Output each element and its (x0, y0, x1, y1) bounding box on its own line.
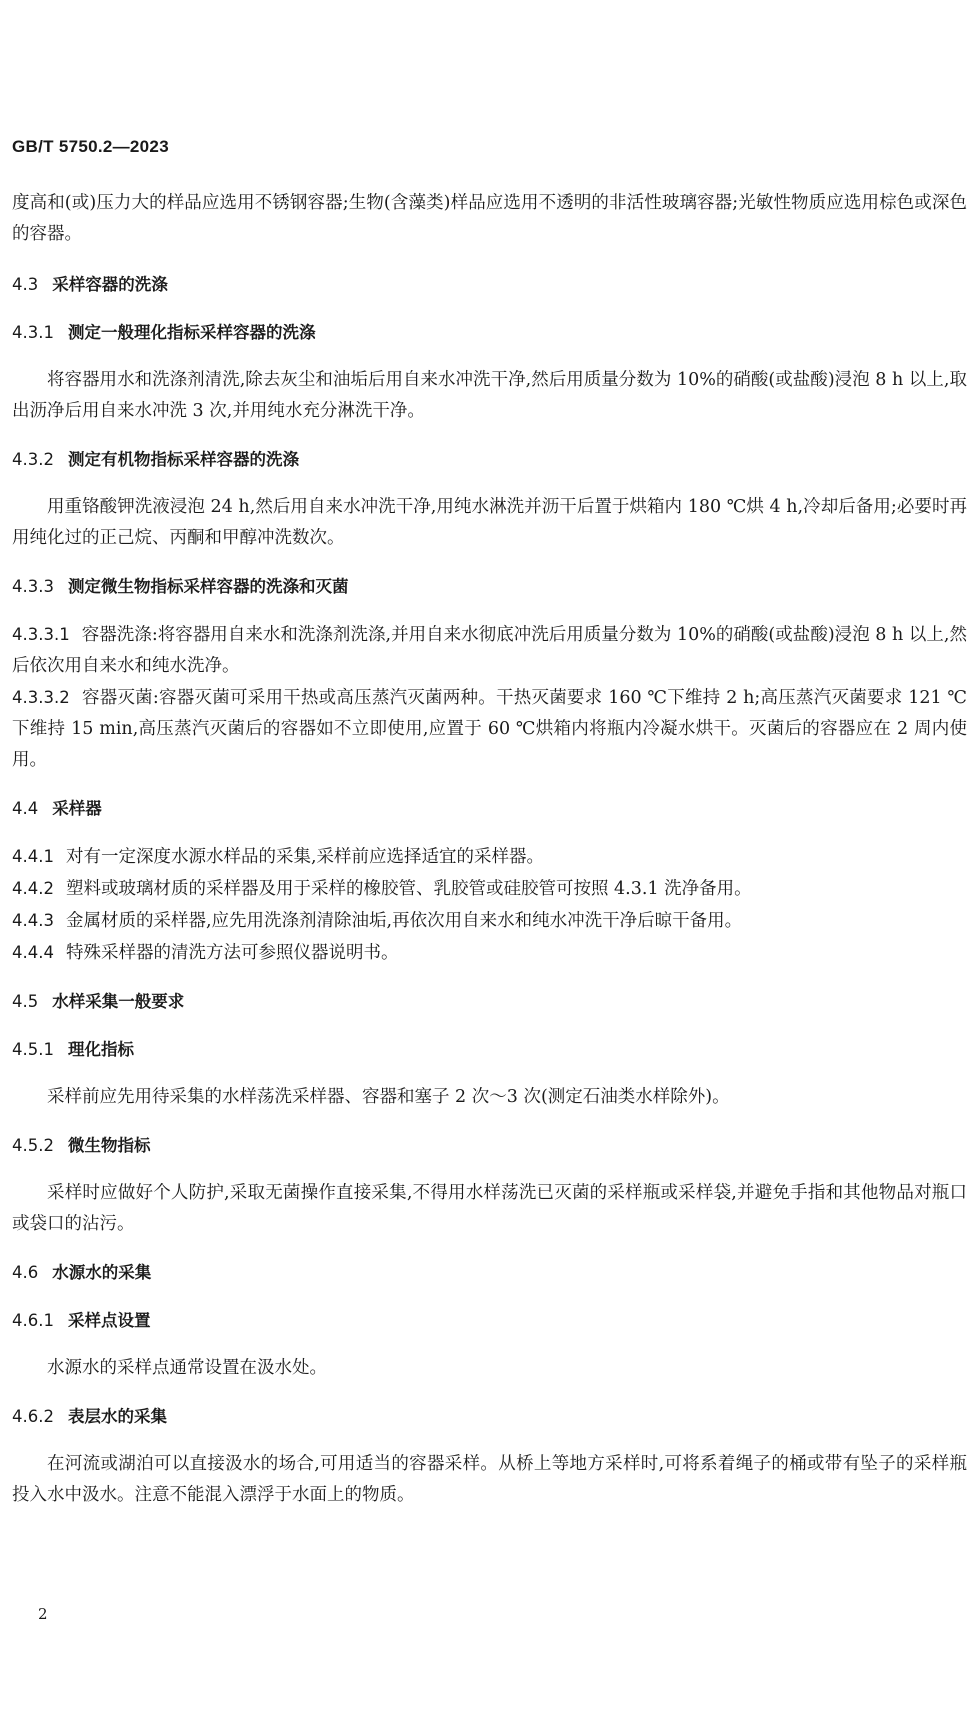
clause-number: 4.4.2 (12, 879, 54, 898)
paragraph-4-5-1: 采样前应先用待采集的水样荡洗采样器、容器和塞子 2 次～3 次(测定石油类水样除外)。 (47, 1087, 730, 1107)
paragraph-continuation: 度高和(或)压力大的样品应选用不锈钢容器;生物(含藻类)样品应选用不透明的非活性玻璃容器;光敏性物质应选用棕色或深色的容器。 (12, 193, 967, 244)
section-title: 理化指标 (67, 1040, 134, 1059)
section-number: 4.5.2 (12, 1136, 54, 1155)
paragraph-4-3-2: 用重铬酸钾洗液浸泡 24 h,然后用自来水冲洗干净,用纯水淋洗并沥干后置于烘箱内 180 ℃烘 4 h,冷却后备用;必要时再用纯化过的正己烷、丙酮和甲醇冲洗数次。 (12, 497, 967, 548)
section-heading-4-5-2 (12, 1130, 967, 1161)
section-number: 4.3.1 (12, 323, 54, 342)
clause-4-4-2 (12, 873, 967, 905)
section-title: 采样容器的洗涤 (52, 275, 168, 294)
section-number: 4.6.1 (12, 1311, 54, 1330)
section-number: 4.3 (12, 275, 39, 294)
section-heading-4-5 (12, 986, 967, 1017)
clause-text: 容器灭菌:容器灭菌可采用干热或高压蒸汽灭菌两种。干热灭菌要求 160 ℃下维持 2 h;高压蒸汽灭菌要求 121 ℃下维持 15 min,高压蒸汽灭菌后的容器如不立即使用,应置于 60 ℃烘箱内将瓶内冷凝水烘干。灭菌后的容器应在 2 周内使用。 (12, 688, 967, 770)
clause-4-4-3 (12, 905, 967, 937)
clause-4-3-3-2 (12, 682, 967, 776)
clause-text: 金属材质的采样器,应先用洗涤剂清除油垢,再依次用自来水和纯水冲洗干净后晾干备用。 (65, 911, 743, 931)
section-number: 4.5.1 (12, 1040, 54, 1059)
clause-text: 特殊采样器的清洗方法可参照仪器说明书。 (65, 943, 399, 963)
clause-number: 4.4.3 (12, 911, 54, 930)
section-number: 4.4 (12, 799, 39, 818)
clause-4-4-1 (12, 841, 967, 873)
paragraph-4-5-2: 采样时应做好个人防护,采取无菌操作直接采集,不得用水样荡洗已灭菌的采样瓶或采样袋,并避免手指和其他物品对瓶口或袋口的沾污。 (12, 1183, 967, 1234)
section-title: 水样采集一般要求 (52, 992, 185, 1011)
clause-number: 4.4.4 (12, 943, 54, 962)
page-number: 2 (38, 1605, 48, 1623)
clause-text: 塑料或玻璃材质的采样器及用于采样的橡胶管、乳胶管或硅胶管可按照 4.3.1 洗净备用。 (65, 879, 752, 899)
section-heading-4-3-2 (12, 444, 967, 475)
clause-number: 4.4.1 (12, 847, 54, 866)
section-title: 测定有机物指标采样容器的洗涤 (67, 450, 299, 469)
section-number: 4.6.2 (12, 1407, 54, 1426)
section-heading-4-3 (12, 269, 967, 300)
section-title: 测定一般理化指标采样容器的洗涤 (67, 323, 316, 342)
section-heading-4-6-1 (12, 1305, 967, 1336)
standard-number: GB/T 5750.2—2023 (12, 137, 169, 156)
document-body (12, 188, 967, 1511)
section-heading-4-5-1 (12, 1034, 967, 1065)
paragraph-4-6-2: 在河流或湖泊可以直接汲水的场合,可用适当的容器采样。从桥上等地方采样时,可将系着绳子的桶或带有坠子的采样瓶投入水中汲水。注意不能混入漂浮于水面上的物质。 (12, 1454, 967, 1505)
section-number: 4.3.3 (12, 577, 54, 596)
section-title: 采样点设置 (67, 1311, 151, 1330)
section-heading-4-3-3 (12, 571, 967, 602)
section-number: 4.5 (12, 992, 39, 1011)
section-title: 表层水的采集 (67, 1407, 167, 1426)
section-title: 采样器 (52, 799, 102, 818)
section-title: 水源水的采集 (52, 1263, 152, 1282)
clause-number: 4.3.3.2 (12, 688, 70, 707)
clause-4-4-4 (12, 937, 967, 969)
paragraph-4-3-1: 将容器用水和洗涤剂清洗,除去灰尘和油垢后用自来水冲洗干净,然后用质量分数为 10%的硝酸(或盐酸)浸泡 8 h 以上,取出沥净后用自来水冲洗 3 次,并用纯水充分淋洗干净。 (12, 370, 967, 421)
section-heading-4-6 (12, 1257, 967, 1288)
section-title: 微生物指标 (67, 1136, 151, 1155)
paragraph-4-6-1: 水源水的采样点通常设置在汲水处。 (47, 1358, 327, 1378)
clause-text: 对有一定深度水源水样品的采集,采样前应选择适宜的采样器。 (65, 847, 545, 867)
section-heading-4-4 (12, 793, 967, 824)
section-heading-4-3-1 (12, 317, 967, 348)
clause-number: 4.3.3.1 (12, 625, 70, 644)
clause-4-3-3-1 (12, 619, 967, 682)
section-heading-4-6-2 (12, 1401, 967, 1432)
clause-text: 容器洗涤:将容器用自来水和洗涤剂洗涤,并用自来水彻底冲洗后用质量分数为 10%的硝酸(或盐酸)浸泡 8 h 以上,然后依次用自来水和纯水洗净。 (12, 625, 967, 676)
section-number: 4.6 (12, 1263, 39, 1282)
section-title: 测定微生物指标采样容器的洗涤和灭菌 (67, 577, 349, 596)
section-number: 4.3.2 (12, 450, 54, 469)
